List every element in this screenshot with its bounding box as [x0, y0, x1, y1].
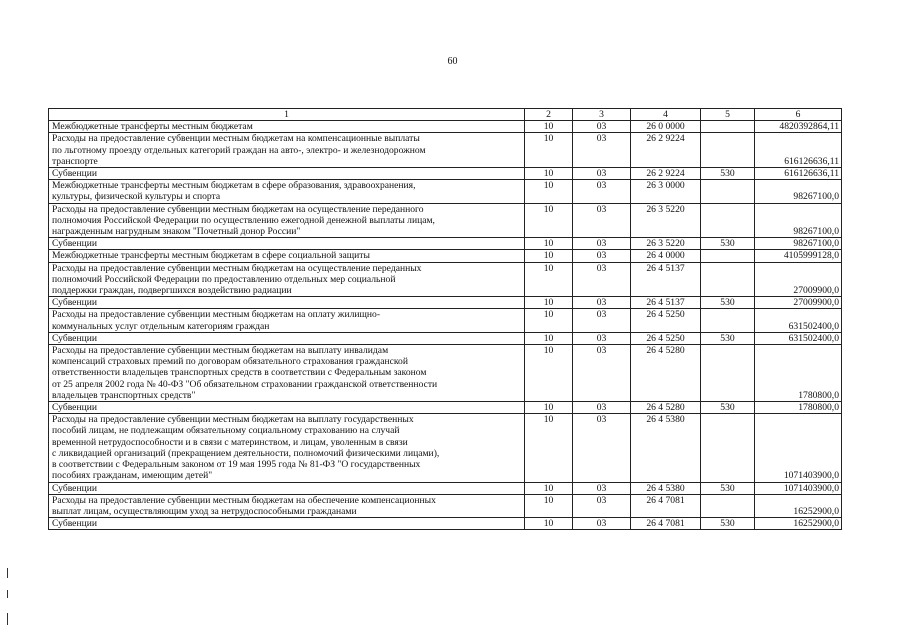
row-name-line: Расходы на предоставление субвенции местным бюджетам на осуществление переданного: [52, 203, 424, 215]
expense-type-cell: [701, 203, 755, 238]
expense-type-cell: [701, 250, 755, 262]
row-name-line: культуры, физической культуры и спорта: [52, 191, 221, 203]
row-name-line: Субвенции: [52, 482, 97, 494]
row-name-cell: [49, 133, 525, 168]
amount-cell: 616126636,11: [755, 168, 842, 180]
row-name-cell: [49, 262, 525, 297]
table-row: [49, 309, 842, 332]
table-row: [49, 180, 842, 203]
expense-type-cell: 530: [701, 402, 755, 414]
row-name-cell: [49, 402, 525, 414]
section-code-cell: 10: [525, 238, 573, 250]
section-code-cell: 10: [525, 402, 573, 414]
margin-mark: [7, 568, 8, 578]
subsection-code-cell: 03: [573, 332, 631, 344]
row-name-line: Межбюджетные трансферты местным бюджетам в сфере образования, здравоохранения,: [52, 180, 416, 192]
subsection-code-cell: 03: [573, 262, 631, 297]
table-row: [49, 168, 842, 180]
subsection-code-cell: 03: [573, 309, 631, 332]
amount-cell: 98267100,0: [755, 180, 842, 203]
target-article-cell: 26 4 5280: [631, 345, 701, 402]
row-name-cell: [49, 297, 525, 309]
target-article-cell: 26 4 5250: [631, 309, 701, 332]
expense-type-cell: [701, 494, 755, 517]
subsection-code-cell: 03: [573, 414, 631, 482]
subsection-code-cell: 03: [573, 250, 631, 262]
row-name-line: по льготному проезду отдельных категорий граждан на авто-, электро- и железнодорожном: [52, 144, 426, 156]
section-code-cell: 10: [525, 168, 573, 180]
header-cell: 3: [573, 109, 631, 121]
amount-cell: 1780800,0: [755, 345, 842, 402]
section-code-cell: 10: [525, 297, 573, 309]
expense-type-cell: [701, 309, 755, 332]
row-name-line: полномочий Российской Федерации по предоставлению отдельных мер социальной: [52, 273, 396, 285]
amount-cell: 98267100,0: [755, 238, 842, 250]
target-article-cell: 26 4 7081: [631, 518, 701, 530]
row-name-line: поддержки граждан, подвергшихся воздействию радиации: [52, 285, 292, 297]
section-code-cell: 10: [525, 250, 573, 262]
amount-cell: 631502400,0: [755, 309, 842, 332]
row-name-line: Межбюджетные трансферты местным бюджетам в сфере социальной защиты: [52, 250, 370, 262]
header-cell: 1: [49, 109, 525, 121]
section-code-cell: 10: [525, 345, 573, 402]
table-row: [49, 133, 842, 168]
row-name-line: Расходы на предоставление субвенции местным бюджетам на компенсационные выплаты: [52, 133, 420, 145]
section-code-cell: 10: [525, 518, 573, 530]
target-article-cell: 26 3 5220: [631, 203, 701, 238]
target-article-cell: 26 3 0000: [631, 180, 701, 203]
amount-cell: 27009900,0: [755, 262, 842, 297]
target-article-cell: 26 2 9224: [631, 168, 701, 180]
row-name-line: Расходы на предоставление субвенции местным бюджетам на обеспечение компенсационных: [52, 494, 436, 506]
row-name-cell: [49, 345, 525, 402]
subsection-code-cell: 03: [573, 121, 631, 133]
row-name-line: Субвенции: [52, 332, 97, 344]
section-code-cell: 10: [525, 414, 573, 482]
amount-cell: 16252900,0: [755, 494, 842, 517]
table-row: [49, 518, 842, 530]
row-name-line: Расходы на предоставление субвенции местным бюджетам на выплату государственных: [52, 414, 414, 426]
header-row: [49, 109, 842, 121]
table-row: [49, 345, 842, 402]
row-name-line: выплат лицам, осуществляющим уход за нетрудоспособными гражданами: [52, 505, 357, 517]
subsection-code-cell: 03: [573, 168, 631, 180]
row-name-cell: [49, 168, 525, 180]
expense-type-cell: 530: [701, 297, 755, 309]
row-name-cell: [49, 494, 525, 517]
row-name-cell: [49, 180, 525, 203]
row-name-line: Субвенции: [52, 238, 97, 250]
table-row: [49, 238, 842, 250]
row-name-line: полномочия Российской Федерации по осуществлению ежегодной денежной выплаты лицам,: [52, 214, 435, 226]
budget-table: [48, 108, 842, 530]
row-name-line: от 25 апреля 2002 года № 40-ФЗ "Об обязательном страховании гражданской ответственности: [52, 378, 438, 390]
target-article-cell: 26 3 5220: [631, 238, 701, 250]
subsection-code-cell: 03: [573, 297, 631, 309]
subsection-code-cell: 03: [573, 180, 631, 203]
expense-type-cell: [701, 345, 755, 402]
amount-cell: 1071403900,0: [755, 414, 842, 482]
row-name-cell: [49, 332, 525, 344]
table-row: [49, 482, 842, 494]
expense-type-cell: 530: [701, 482, 755, 494]
target-article-cell: 26 4 7081: [631, 494, 701, 517]
table-row: [49, 414, 842, 482]
table-row: [49, 297, 842, 309]
table-row: [49, 250, 842, 262]
section-code-cell: 10: [525, 309, 573, 332]
target-article-cell: 26 0 0000: [631, 121, 701, 133]
target-article-cell: 26 4 5380: [631, 414, 701, 482]
table-row: [49, 121, 842, 133]
row-name-line: Субвенции: [52, 518, 97, 530]
row-name-line: с ликвидацией организаций (прекращением деятельности, полномочий физическими лицами),: [52, 447, 440, 459]
expense-type-cell: 530: [701, 238, 755, 250]
section-code-cell: 10: [525, 121, 573, 133]
header-cell: 6: [755, 109, 842, 121]
subsection-code-cell: 03: [573, 494, 631, 517]
table-row: [49, 262, 842, 297]
target-article-cell: 26 4 5250: [631, 332, 701, 344]
row-name-line: в соответствии с Федеральным законом от 19 мая 1995 года № 81-ФЗ "О государственных: [52, 459, 421, 471]
subsection-code-cell: 03: [573, 238, 631, 250]
table-row: [49, 494, 842, 517]
section-code-cell: 10: [525, 180, 573, 203]
row-name-cell: [49, 414, 525, 482]
amount-cell: 27009900,0: [755, 297, 842, 309]
header-cell: 4: [631, 109, 701, 121]
row-name-cell: [49, 518, 525, 530]
expense-type-cell: [701, 414, 755, 482]
row-name-cell: [49, 482, 525, 494]
row-name-line: пособиях гражданам, имеющим детей": [52, 470, 213, 482]
table-row: [49, 402, 842, 414]
section-code-cell: 10: [525, 494, 573, 517]
row-name-line: Субвенции: [52, 297, 97, 309]
header-cell: 2: [525, 109, 573, 121]
expense-type-cell: [701, 133, 755, 168]
subsection-code-cell: 03: [573, 518, 631, 530]
section-code-cell: 10: [525, 482, 573, 494]
amount-cell: 1780800,0: [755, 402, 842, 414]
amount-cell: 16252900,0: [755, 518, 842, 530]
margin-mark: [7, 590, 8, 598]
target-article-cell: 26 2 9224: [631, 133, 701, 168]
margin-mark: [7, 613, 8, 625]
row-name-line: временной нетрудоспособности и в связи с материнством, и лицам, уволенным в связи: [52, 436, 408, 448]
table-row: [49, 332, 842, 344]
expense-type-cell: 530: [701, 518, 755, 530]
row-name-line: ответственности владельцев транспортных средств в соответствии с Федеральным законом: [52, 367, 427, 379]
row-name-line: Расходы на предоставление субвенции местным бюджетам на оплату жилищно-: [52, 309, 381, 321]
target-article-cell: 26 4 0000: [631, 250, 701, 262]
row-name-line: пособий лицам, не подлежащим обязательному социальному страхованию на случай: [52, 425, 400, 437]
target-article-cell: 26 4 5137: [631, 262, 701, 297]
section-code-cell: 10: [525, 133, 573, 168]
subsection-code-cell: 03: [573, 203, 631, 238]
target-article-cell: 26 4 5280: [631, 402, 701, 414]
subsection-code-cell: 03: [573, 345, 631, 402]
section-code-cell: 10: [525, 203, 573, 238]
row-name-line: Расходы на предоставление субвенции местным бюджетам на выплату инвалидам: [52, 345, 389, 357]
row-name-cell: [49, 121, 525, 133]
amount-cell: 631502400,0: [755, 332, 842, 344]
row-name-cell: [49, 309, 525, 332]
row-name-line: награжденным нагрудным знаком "Почетный донор России": [52, 226, 301, 238]
row-name-cell: [49, 203, 525, 238]
amount-cell: 98267100,0: [755, 203, 842, 238]
row-name-line: транспорте: [52, 155, 98, 167]
row-name-line: коммунальных услуг отдельным категориям граждан: [52, 320, 270, 332]
subsection-code-cell: 03: [573, 133, 631, 168]
row-name-line: Субвенции: [52, 402, 97, 414]
expense-type-cell: [701, 262, 755, 297]
header-cell: 5: [701, 109, 755, 121]
expense-type-cell: [701, 180, 755, 203]
row-name-cell: [49, 250, 525, 262]
row-name-line: компенсаций страховых премий по договорам обязательного страхования гражданской: [52, 356, 408, 368]
row-name-line: Расходы на предоставление субвенции местным бюджетам на осуществление переданных: [52, 262, 422, 274]
section-code-cell: 10: [525, 262, 573, 297]
target-article-cell: 26 4 5380: [631, 482, 701, 494]
amount-cell: 4105999128,0: [755, 250, 842, 262]
expense-type-cell: 530: [701, 168, 755, 180]
section-code-cell: 10: [525, 332, 573, 344]
amount-cell: 1071403900,0: [755, 482, 842, 494]
table-row: [49, 203, 842, 238]
subsection-code-cell: 03: [573, 482, 631, 494]
amount-cell: 4820392864,11: [755, 121, 842, 133]
subsection-code-cell: 03: [573, 402, 631, 414]
row-name-cell: [49, 238, 525, 250]
row-name-line: владельцев транспортных средств": [52, 389, 196, 401]
expense-type-cell: 530: [701, 332, 755, 344]
target-article-cell: 26 4 5137: [631, 297, 701, 309]
expense-type-cell: [701, 121, 755, 133]
row-name-line: Субвенции: [52, 168, 97, 180]
row-name-line: Межбюджетные трансферты местным бюджетам: [52, 121, 253, 133]
page-number: 60: [447, 56, 458, 67]
amount-cell: 616126636,11: [755, 133, 842, 168]
